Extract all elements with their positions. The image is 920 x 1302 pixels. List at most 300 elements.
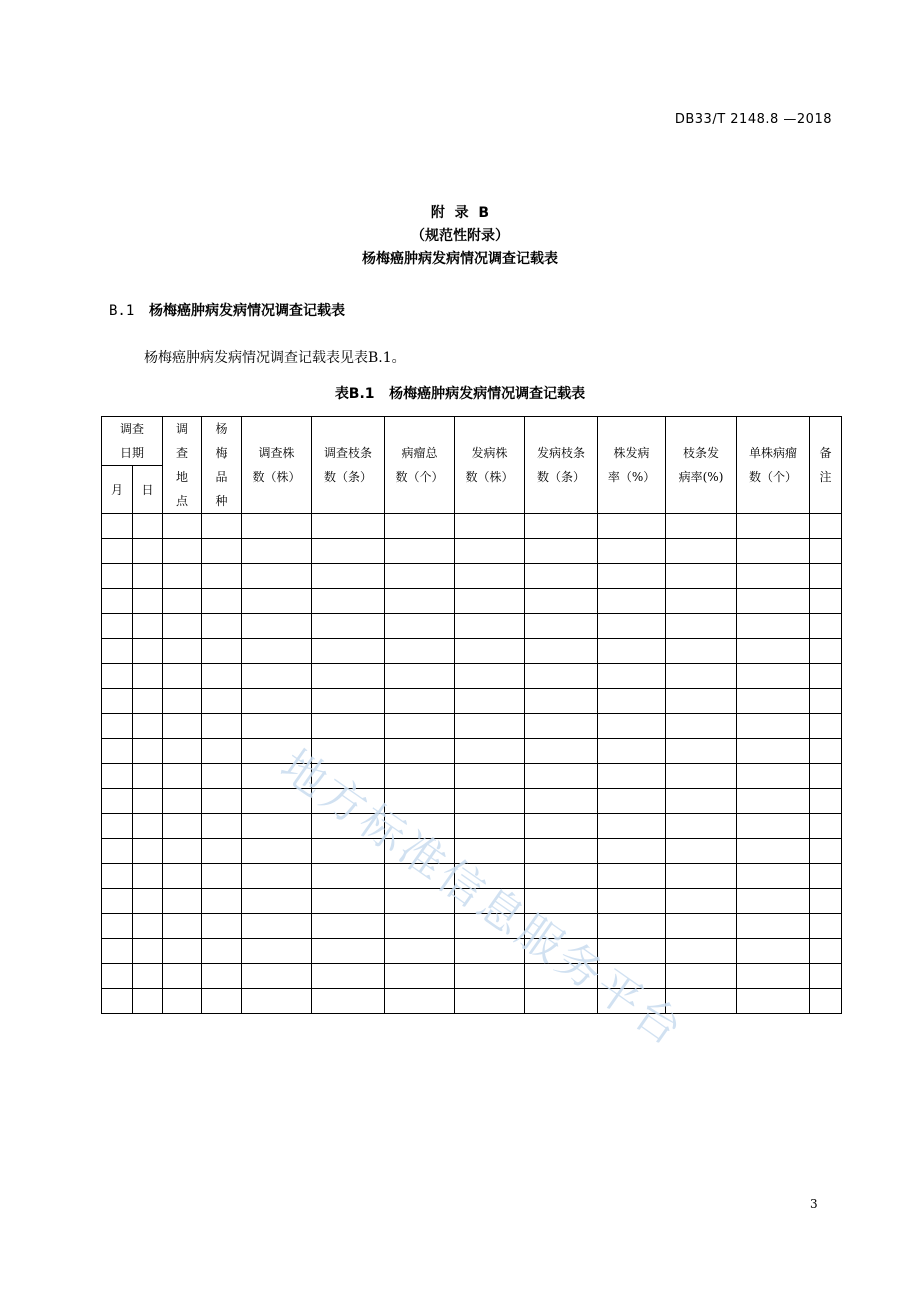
table-row bbox=[102, 639, 842, 664]
appendix-type: （规范性附录） bbox=[411, 228, 509, 244]
table-cell bbox=[737, 764, 810, 789]
table-cell bbox=[525, 614, 598, 639]
header-branch-incidence bbox=[666, 417, 737, 514]
table-cell bbox=[385, 914, 455, 939]
table-cell bbox=[385, 664, 455, 689]
table-cell bbox=[810, 939, 842, 964]
table-cell bbox=[525, 764, 598, 789]
table-cell bbox=[385, 939, 455, 964]
table-cell bbox=[455, 914, 525, 939]
table-cell bbox=[810, 914, 842, 939]
table-cell bbox=[598, 889, 666, 914]
table-cell bbox=[598, 939, 666, 964]
header-variety-c3: 品 bbox=[215, 470, 228, 484]
table-cell bbox=[202, 614, 242, 639]
header-diseased-branches bbox=[525, 417, 598, 514]
header-plants-surveyed-l2: 数（株） bbox=[252, 470, 301, 484]
table-cell bbox=[737, 939, 810, 964]
table-cell bbox=[525, 814, 598, 839]
table-cell bbox=[133, 889, 163, 914]
table-cell bbox=[666, 889, 737, 914]
table-cell bbox=[102, 789, 133, 814]
table-cell bbox=[102, 964, 133, 989]
table-cell bbox=[102, 764, 133, 789]
table-cell bbox=[455, 939, 525, 964]
table-row bbox=[102, 839, 842, 864]
table-cell bbox=[455, 814, 525, 839]
header-remarks-l1: 备 bbox=[819, 446, 832, 460]
header-branch-incidence-l1: 枝条发 bbox=[683, 446, 720, 460]
table-cell bbox=[202, 764, 242, 789]
appendix-title-block bbox=[0, 202, 920, 271]
header-tumors-per-plant-l1: 单株病瘤 bbox=[749, 446, 798, 460]
table-cell bbox=[385, 639, 455, 664]
table-cell bbox=[737, 889, 810, 914]
table-cell bbox=[455, 864, 525, 889]
table-cell bbox=[312, 614, 385, 639]
table-cell bbox=[133, 514, 163, 539]
table-cell bbox=[133, 939, 163, 964]
table-cell bbox=[810, 864, 842, 889]
table-cell bbox=[242, 989, 312, 1014]
table-cell bbox=[102, 839, 133, 864]
table-cell bbox=[163, 764, 202, 789]
table-cell bbox=[598, 539, 666, 564]
table-cell bbox=[737, 664, 810, 689]
table-cell bbox=[202, 714, 242, 739]
table-cell bbox=[666, 739, 737, 764]
table-cell bbox=[525, 989, 598, 1014]
table-cell bbox=[385, 589, 455, 614]
table-cell bbox=[202, 589, 242, 614]
table-cell bbox=[810, 539, 842, 564]
table-row bbox=[102, 789, 842, 814]
table-cell bbox=[737, 789, 810, 814]
table-cell bbox=[455, 889, 525, 914]
table-cell bbox=[666, 614, 737, 639]
table-row bbox=[102, 589, 842, 614]
table-cell bbox=[102, 814, 133, 839]
table-cell bbox=[102, 739, 133, 764]
table-cell bbox=[202, 989, 242, 1014]
table-cell bbox=[312, 889, 385, 914]
table-cell bbox=[385, 689, 455, 714]
table-cell bbox=[202, 839, 242, 864]
table-cell bbox=[133, 789, 163, 814]
table-cell bbox=[666, 939, 737, 964]
header-location-c1: 调 bbox=[176, 422, 189, 436]
table-cell bbox=[525, 914, 598, 939]
table-cell bbox=[102, 539, 133, 564]
table-row bbox=[102, 714, 842, 739]
header-location-c2: 查 bbox=[176, 446, 189, 460]
table-cell bbox=[133, 614, 163, 639]
table-cell bbox=[455, 639, 525, 664]
table-row bbox=[102, 739, 842, 764]
table-cell bbox=[598, 564, 666, 589]
table-cell bbox=[525, 939, 598, 964]
table-cell bbox=[163, 664, 202, 689]
table-cell bbox=[455, 689, 525, 714]
table-cell bbox=[133, 989, 163, 1014]
header-branch-incidence-l2: 病率(%) bbox=[678, 470, 724, 484]
header-branches-surveyed-l1: 调查枝条 bbox=[324, 446, 373, 460]
table-cell bbox=[525, 739, 598, 764]
table-cell bbox=[810, 714, 842, 739]
table-cell bbox=[598, 789, 666, 814]
table-cell bbox=[202, 539, 242, 564]
table-cell bbox=[242, 839, 312, 864]
table-cell bbox=[737, 839, 810, 864]
header-tumors-per-plant-l2: 数（个） bbox=[749, 470, 798, 484]
body-paragraph: 杨梅癌肿病发病情况调查记载表见表B.1。 bbox=[144, 350, 406, 366]
table-cell bbox=[385, 864, 455, 889]
table-cell bbox=[810, 789, 842, 814]
table-cell bbox=[737, 964, 810, 989]
table-cell bbox=[242, 539, 312, 564]
table-cell bbox=[666, 564, 737, 589]
table-row bbox=[102, 939, 842, 964]
table-cell bbox=[525, 639, 598, 664]
table-row bbox=[102, 514, 842, 539]
table-cell bbox=[810, 639, 842, 664]
table-cell bbox=[455, 764, 525, 789]
table-cell bbox=[737, 739, 810, 764]
table-cell bbox=[242, 789, 312, 814]
table-cell bbox=[163, 789, 202, 814]
table-cell bbox=[133, 839, 163, 864]
table-cell bbox=[242, 739, 312, 764]
table-cell bbox=[455, 539, 525, 564]
table-cell bbox=[163, 914, 202, 939]
table-cell bbox=[102, 889, 133, 914]
table-cell bbox=[102, 514, 133, 539]
table-cell bbox=[242, 864, 312, 889]
header-diseased-plants-l2: 数（株） bbox=[465, 470, 514, 484]
table-cell bbox=[163, 614, 202, 639]
table-cell bbox=[242, 614, 312, 639]
table-cell bbox=[525, 964, 598, 989]
table-cell bbox=[102, 864, 133, 889]
table-cell bbox=[242, 514, 312, 539]
header-variety-c2: 梅 bbox=[215, 446, 228, 460]
table-cell bbox=[385, 764, 455, 789]
table-cell bbox=[312, 989, 385, 1014]
table-cell bbox=[525, 539, 598, 564]
table-cell bbox=[666, 714, 737, 739]
table-cell bbox=[525, 689, 598, 714]
table-cell bbox=[102, 664, 133, 689]
table-cell bbox=[133, 914, 163, 939]
table-cell bbox=[133, 864, 163, 889]
table-cell bbox=[202, 739, 242, 764]
table-cell bbox=[133, 689, 163, 714]
table-cell bbox=[312, 539, 385, 564]
table-row bbox=[102, 864, 842, 889]
header-survey-date-line2: 日期 bbox=[120, 446, 145, 460]
table-cell bbox=[163, 539, 202, 564]
table-cell bbox=[810, 589, 842, 614]
header-diseased-branches-l2: 数（条） bbox=[537, 470, 586, 484]
table-cell bbox=[163, 564, 202, 589]
table-cell bbox=[385, 714, 455, 739]
table-cell bbox=[312, 789, 385, 814]
table-cell bbox=[133, 764, 163, 789]
header-remarks-l2: 注 bbox=[819, 470, 832, 484]
table-cell bbox=[312, 939, 385, 964]
table-cell bbox=[312, 814, 385, 839]
table-cell bbox=[598, 589, 666, 614]
table-row bbox=[102, 814, 842, 839]
table-row bbox=[102, 764, 842, 789]
table-cell bbox=[737, 539, 810, 564]
table-cell bbox=[242, 689, 312, 714]
header-variety bbox=[202, 417, 242, 514]
table-cell bbox=[455, 989, 525, 1014]
table-cell bbox=[133, 589, 163, 614]
table-cell bbox=[598, 514, 666, 539]
table-cell bbox=[737, 564, 810, 589]
table-cell bbox=[598, 614, 666, 639]
table-cell bbox=[133, 664, 163, 689]
table-cell bbox=[133, 714, 163, 739]
header-plant-incidence-l1: 株发病 bbox=[613, 446, 650, 460]
table-cell bbox=[455, 589, 525, 614]
table-caption: 表B.1 杨梅癌肿病发病情况调查记载表 bbox=[334, 386, 586, 402]
table-cell bbox=[242, 964, 312, 989]
table-cell bbox=[810, 814, 842, 839]
table-row bbox=[102, 614, 842, 639]
table-cell bbox=[163, 864, 202, 889]
header-branches-surveyed-l2: 数（条） bbox=[324, 470, 373, 484]
table-cell bbox=[385, 614, 455, 639]
table-cell bbox=[737, 914, 810, 939]
table-cell bbox=[525, 664, 598, 689]
table-cell bbox=[202, 789, 242, 814]
table-cell bbox=[312, 639, 385, 664]
table-cell bbox=[666, 989, 737, 1014]
table-cell bbox=[133, 639, 163, 664]
table-cell bbox=[810, 764, 842, 789]
header-remarks bbox=[810, 417, 842, 514]
table-cell bbox=[163, 714, 202, 739]
table-cell bbox=[242, 639, 312, 664]
table-cell bbox=[525, 514, 598, 539]
table-cell bbox=[242, 664, 312, 689]
table-cell bbox=[312, 689, 385, 714]
table-cell bbox=[737, 864, 810, 889]
table-cell bbox=[242, 564, 312, 589]
table-row bbox=[102, 689, 842, 714]
header-plants-surveyed-l1: 调查株 bbox=[258, 446, 295, 460]
header-variety-c4: 种 bbox=[215, 494, 228, 508]
table-cell bbox=[810, 989, 842, 1014]
header-plant-incidence bbox=[598, 417, 666, 514]
table-cell bbox=[598, 814, 666, 839]
table-cell bbox=[455, 839, 525, 864]
table-cell bbox=[242, 589, 312, 614]
table-cell bbox=[312, 914, 385, 939]
table-cell bbox=[202, 814, 242, 839]
table-cell bbox=[242, 814, 312, 839]
appendix-title: 杨梅癌肿病发病情况调查记载表 bbox=[362, 251, 558, 267]
header-location-c4: 点 bbox=[176, 494, 189, 508]
table-cell bbox=[202, 864, 242, 889]
table-cell bbox=[455, 564, 525, 589]
table-cell bbox=[312, 864, 385, 889]
table-cell bbox=[666, 814, 737, 839]
table-cell bbox=[202, 664, 242, 689]
table-cell bbox=[737, 989, 810, 1014]
table-cell bbox=[455, 664, 525, 689]
table-cell bbox=[163, 964, 202, 989]
table-cell bbox=[666, 839, 737, 864]
table-cell bbox=[598, 989, 666, 1014]
table-cell bbox=[598, 664, 666, 689]
header-survey-date bbox=[102, 417, 163, 466]
table-row bbox=[102, 889, 842, 914]
header-plants-surveyed bbox=[242, 417, 312, 514]
table-cell bbox=[598, 864, 666, 889]
section-title: 杨梅癌肿病发病情况调查记载表 bbox=[149, 303, 345, 319]
section-number: B.1 bbox=[109, 303, 135, 319]
survey-record-table bbox=[101, 416, 842, 1014]
table-cell bbox=[163, 889, 202, 914]
table-cell bbox=[102, 564, 133, 589]
table-cell bbox=[102, 689, 133, 714]
table-cell bbox=[385, 889, 455, 914]
table-cell bbox=[312, 964, 385, 989]
table-cell bbox=[810, 614, 842, 639]
table-cell bbox=[737, 639, 810, 664]
table-cell bbox=[163, 839, 202, 864]
table-cell bbox=[810, 689, 842, 714]
table-cell bbox=[163, 739, 202, 764]
table-cell bbox=[242, 714, 312, 739]
table-cell bbox=[385, 539, 455, 564]
table-cell bbox=[385, 964, 455, 989]
table-cell bbox=[598, 914, 666, 939]
table-cell bbox=[525, 589, 598, 614]
table-cell bbox=[312, 739, 385, 764]
table-cell bbox=[163, 814, 202, 839]
table-cell bbox=[598, 739, 666, 764]
header-total-tumors-l2: 数（个） bbox=[395, 470, 444, 484]
table-cell bbox=[737, 589, 810, 614]
table-cell bbox=[102, 939, 133, 964]
table-cell bbox=[666, 914, 737, 939]
table-cell bbox=[455, 739, 525, 764]
table-cell bbox=[737, 714, 810, 739]
table-cell bbox=[312, 839, 385, 864]
table-cell bbox=[102, 714, 133, 739]
table-cell bbox=[163, 514, 202, 539]
table-cell bbox=[312, 664, 385, 689]
table-cell bbox=[102, 639, 133, 664]
table-row bbox=[102, 564, 842, 589]
table-cell bbox=[525, 864, 598, 889]
header-total-tumors bbox=[385, 417, 455, 514]
table-cell bbox=[102, 989, 133, 1014]
table-cell bbox=[666, 664, 737, 689]
table-cell bbox=[133, 539, 163, 564]
table-cell bbox=[202, 564, 242, 589]
header-total-tumors-l1: 病瘤总 bbox=[401, 446, 438, 460]
table-cell bbox=[598, 689, 666, 714]
table-cell bbox=[525, 714, 598, 739]
table-cell bbox=[666, 789, 737, 814]
table-cell bbox=[666, 864, 737, 889]
table-cell bbox=[598, 639, 666, 664]
table-cell bbox=[163, 689, 202, 714]
table-cell bbox=[202, 514, 242, 539]
header-diseased-branches-l1: 发病枝条 bbox=[537, 446, 586, 460]
table-row bbox=[102, 539, 842, 564]
table-cell bbox=[666, 589, 737, 614]
table-cell bbox=[666, 514, 737, 539]
table-cell bbox=[666, 689, 737, 714]
header-day: 日 bbox=[133, 466, 163, 514]
table-cell bbox=[385, 814, 455, 839]
header-diseased-plants-l1: 发病株 bbox=[471, 446, 508, 460]
table-body bbox=[102, 514, 842, 1014]
table-cell bbox=[202, 689, 242, 714]
table-cell bbox=[163, 989, 202, 1014]
table-cell bbox=[666, 539, 737, 564]
header-location bbox=[163, 417, 202, 514]
table-row bbox=[102, 964, 842, 989]
table-cell bbox=[385, 789, 455, 814]
table-cell bbox=[163, 589, 202, 614]
table-cell bbox=[102, 614, 133, 639]
table-cell bbox=[810, 514, 842, 539]
table-cell bbox=[810, 664, 842, 689]
table-cell bbox=[312, 514, 385, 539]
standard-code: DB33/T 2148.8 —2018 bbox=[674, 112, 832, 127]
table-cell bbox=[163, 939, 202, 964]
table-cell bbox=[133, 564, 163, 589]
table-cell bbox=[385, 514, 455, 539]
table-cell bbox=[312, 564, 385, 589]
header-location-c3: 地 bbox=[176, 470, 189, 484]
table-cell bbox=[242, 939, 312, 964]
table-cell bbox=[666, 964, 737, 989]
table-cell bbox=[202, 639, 242, 664]
table-cell bbox=[385, 989, 455, 1014]
table-cell bbox=[102, 589, 133, 614]
table-cell bbox=[810, 839, 842, 864]
table-cell bbox=[455, 614, 525, 639]
table-cell bbox=[163, 639, 202, 664]
table-cell bbox=[385, 839, 455, 864]
header-variety-c1: 杨 bbox=[215, 422, 228, 436]
header-plant-incidence-l2: 率（%） bbox=[607, 470, 656, 484]
page-number: 3 bbox=[810, 1197, 818, 1211]
table-cell bbox=[242, 764, 312, 789]
header-branches-surveyed bbox=[312, 417, 385, 514]
table-cell bbox=[385, 564, 455, 589]
table-cell bbox=[133, 739, 163, 764]
table-row bbox=[102, 989, 842, 1014]
table-cell bbox=[737, 514, 810, 539]
header-diseased-plants bbox=[455, 417, 525, 514]
table-cell bbox=[202, 889, 242, 914]
table-cell bbox=[133, 964, 163, 989]
table-cell bbox=[525, 789, 598, 814]
table-cell bbox=[598, 839, 666, 864]
table-cell bbox=[202, 914, 242, 939]
table-cell bbox=[312, 589, 385, 614]
